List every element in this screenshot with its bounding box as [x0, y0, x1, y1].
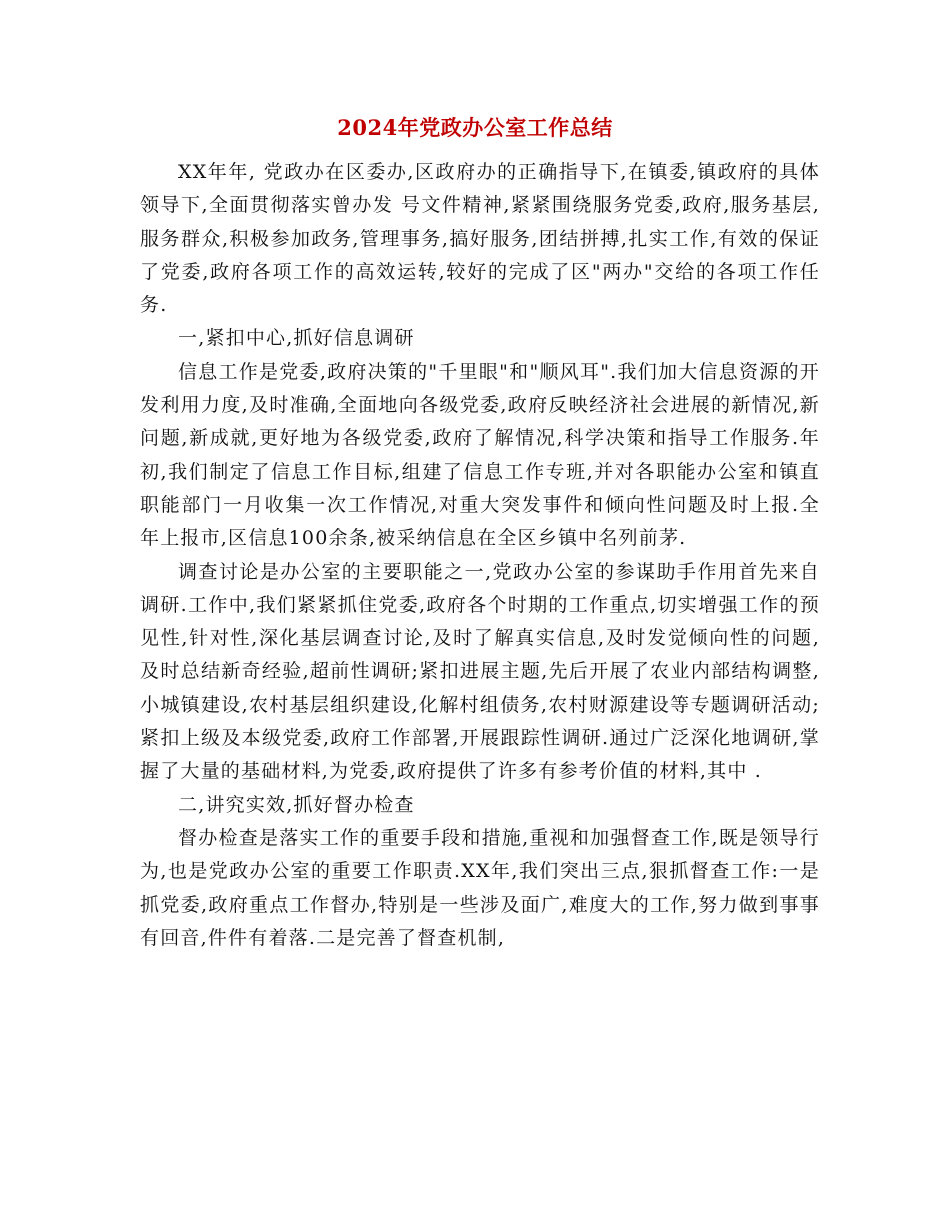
document-body [140, 156, 820, 955]
section-heading-2: 二,讲究实效,抓好督办检查 [178, 793, 415, 816]
paragraph-intro: XX年年, 党政办在区委办,区政府办的正确指导下,在镇委,镇政府的具体领导下,全面贯彻落实曾办发 号文件精神,紧紧围绕服务党委,政府,服务基层,服务群众,积极参加政务,管理事务,搞好服务,团结拼搏,扎实工作,有效的保证了党委,政府各项工作的高效运转,较好的完成了区"两办"交给的各项工作任务. [140, 161, 820, 317]
section-heading-1: 一,紧扣中心,抓好信息调研 [178, 327, 415, 350]
paragraph-research-work: 调查讨论是办公室的主要职能之一,党政办公室的参谋助手作用首先来自调研.工作中,我们紧紧抓住党委,政府各个时期的工作重点,切实增强工作的预见性,针对性,深化基层调查讨论,及时了解真实信息,及时发觉倾向性的问题,及时总结新奇经验,超前性调研;紧扣进展主题,先后开展了农业内部结构调整,小城镇建设,农村基层组织建设,化解村组债务,农村财源建设等专题调研活动;紧扣上级及本级党委,政府工作部署,开展跟踪性调研.通过广泛深化地调研,掌握了大量的基础材料,为党委,政府提供了许多有参考价值的材料,其中 . [140, 560, 820, 783]
paragraph-supervision-work: 督办检查是落实工作的重要手段和措施,重视和加强督查工作,既是领导行为,也是党政办公室的重要工作职责.XX年,我们突出三点,狠抓督查工作:一是抓党委,政府重点工作督办,特别是一些涉及面广,难度大的工作,努力做到事事有回音,件件有着落.二是完善了督查机制, [140, 826, 820, 949]
document-title: 2024年党政办公室工作总结 [337, 115, 613, 140]
paragraph-information-work: 信息工作是党委,政府决策的"千里眼"和"顺风耳".我们加大信息资源的开发利用力度,及时准确,全面地向各级党委,政府反映经济社会进展的新情况,新问题,新成就,更好地为各级党委,政府了解情况,科学决策和指导工作服务.年初,我们制定了信息工作目标,组建了信息工作专班,并对各职能办公室和镇直职能部门一月收集一次工作情况,对重大突发事件和倾向性问题及时上报.全年上报市,区信息100余条,被采纳信息在全区乡镇中名列前茅. [140, 360, 820, 550]
